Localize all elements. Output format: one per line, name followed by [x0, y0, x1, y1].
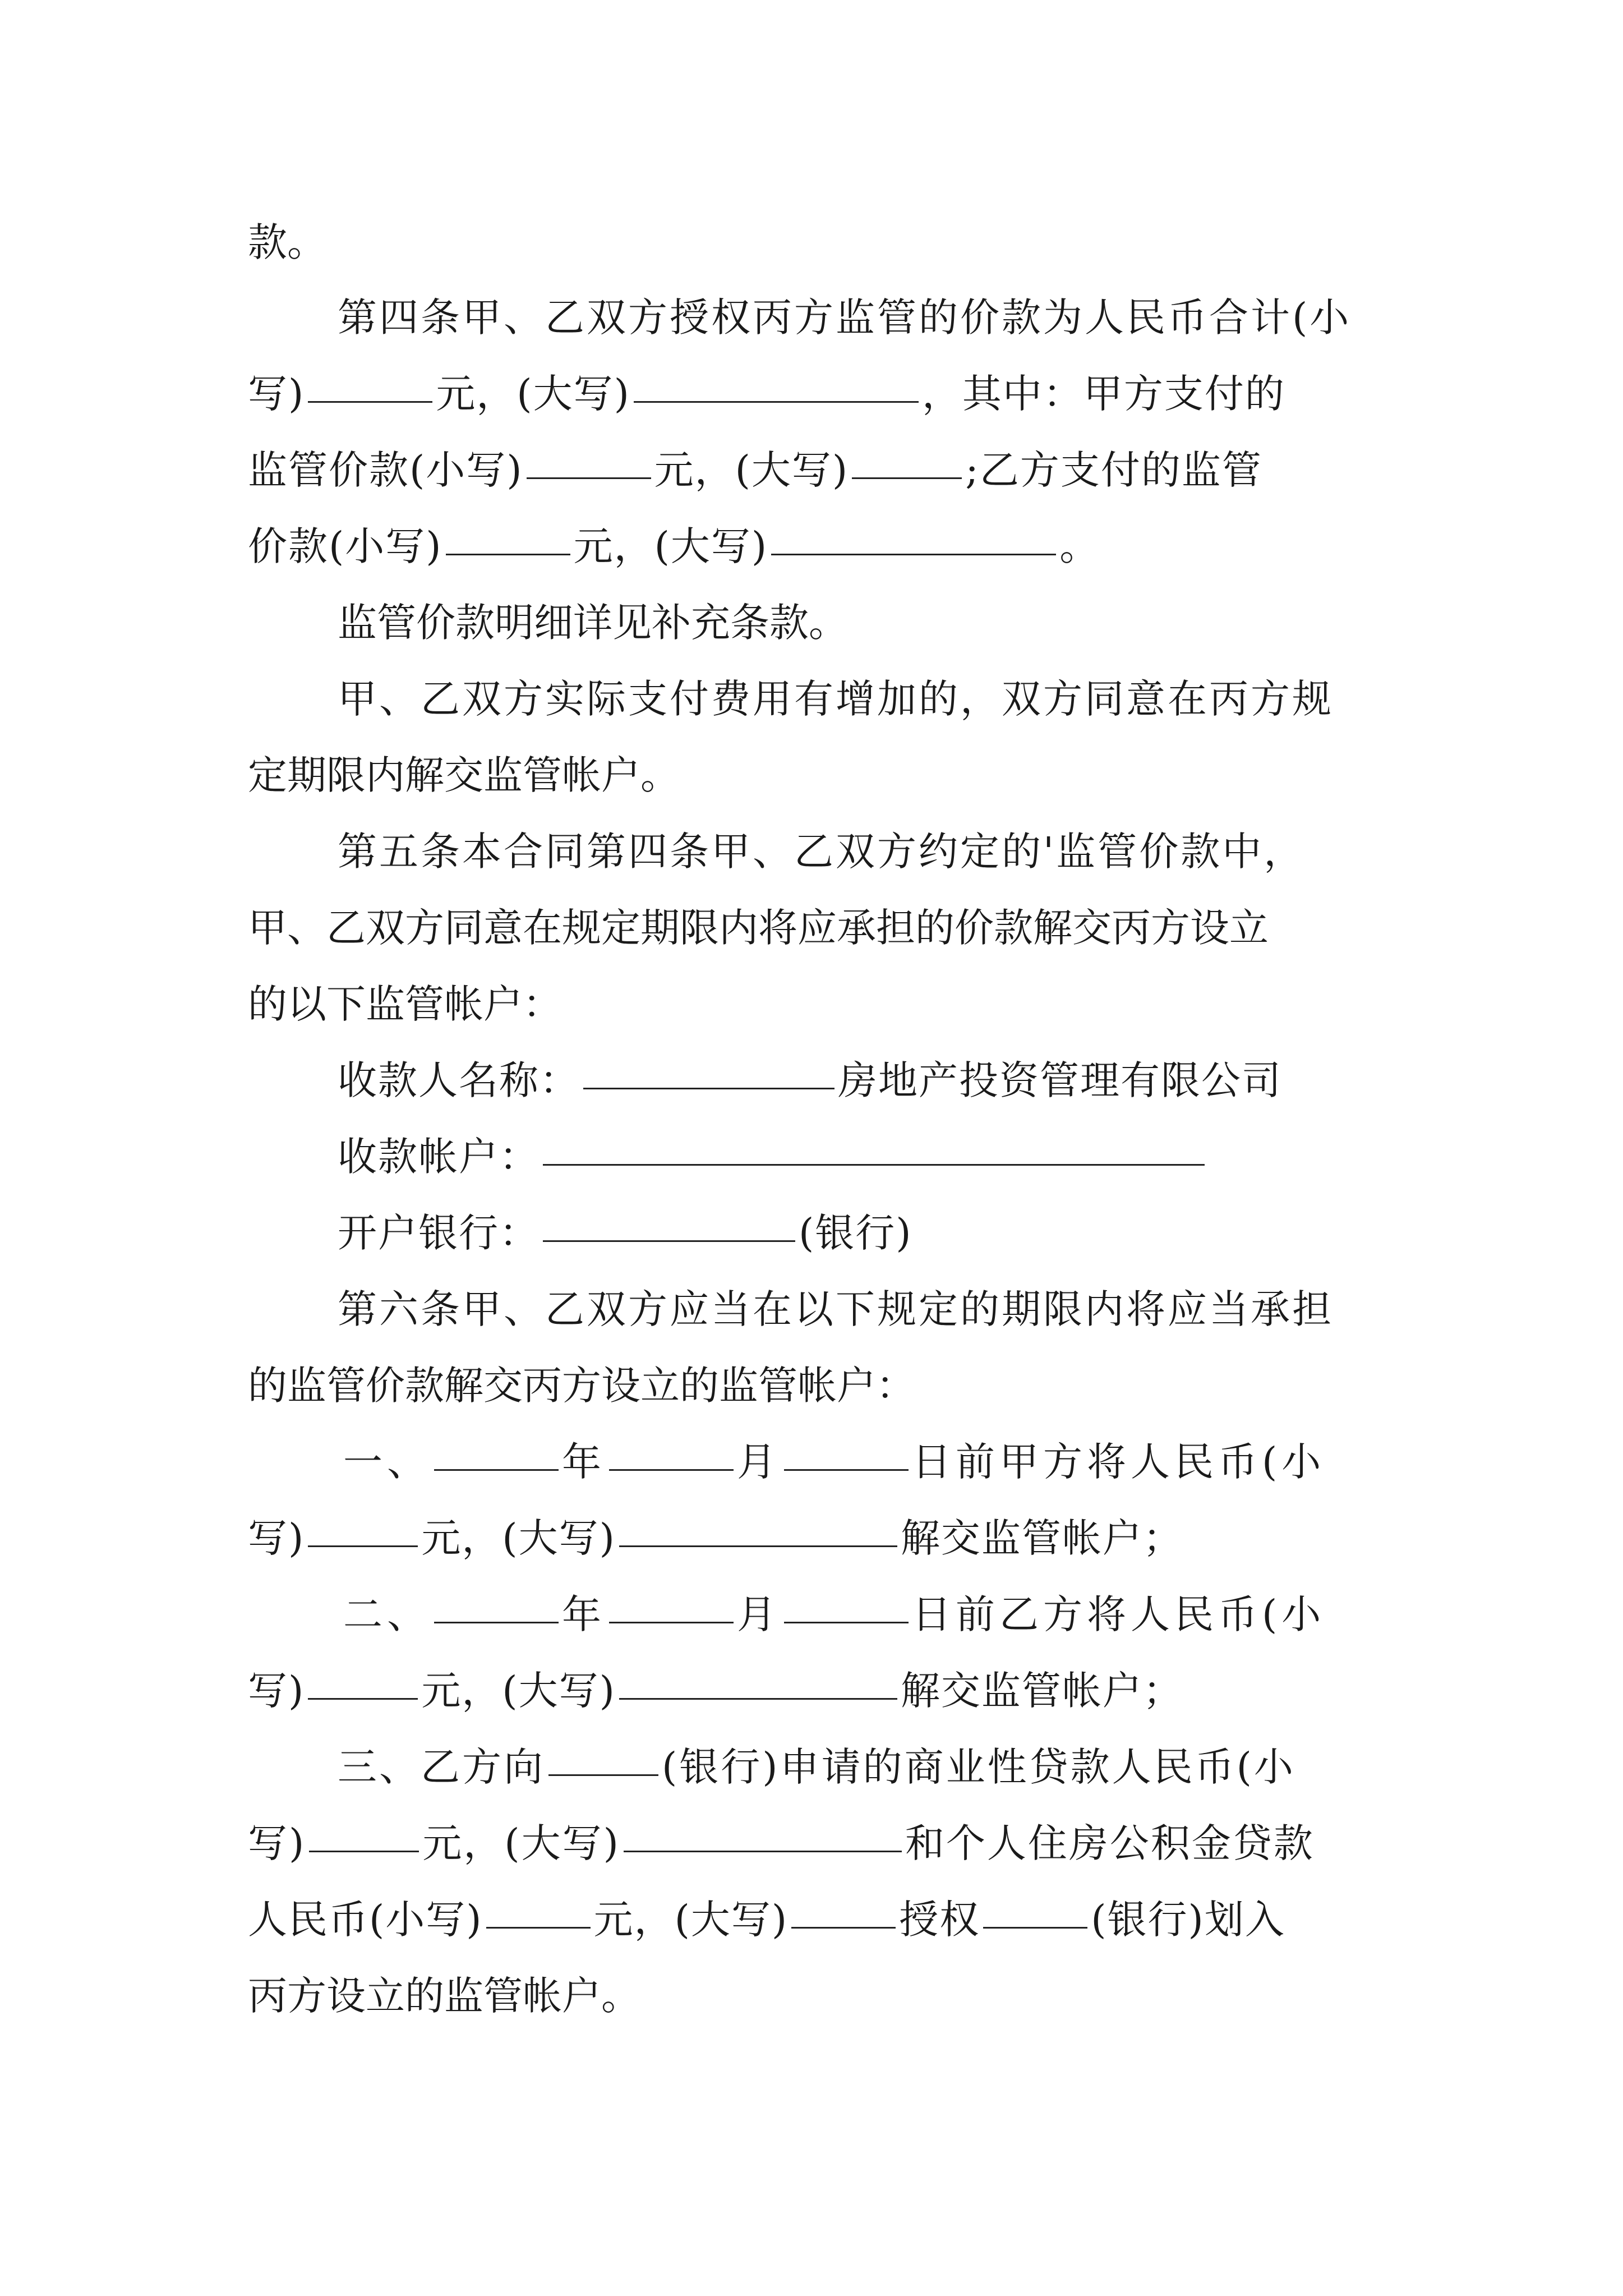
text-line — [248, 1815, 1315, 1871]
blank-field — [619, 1545, 897, 1547]
text-line — [338, 1205, 912, 1261]
text-line — [248, 366, 1285, 422]
text-segment: 日前甲方将人民币(小 — [912, 1439, 1326, 1485]
text-line — [338, 1052, 1282, 1108]
text-line — [338, 595, 848, 651]
text-line — [248, 1663, 1183, 1719]
text-line — [248, 1968, 640, 2024]
blank-field — [791, 1927, 896, 1929]
text-segment: 元，(大写) — [421, 1668, 616, 1714]
text-segment: 丙方设立的监管帐户。 — [248, 1973, 640, 2019]
text-segment: 元，(大写) — [573, 523, 768, 569]
text-segment: 写) — [248, 1668, 305, 1714]
text-segment: 写) — [248, 1515, 305, 1561]
text-segment: 第六条甲、乙双方应当在以下规定的期限内将应当承担 — [338, 1286, 1334, 1332]
text-segment: 定期限内解交监管帐户。 — [248, 752, 680, 798]
blank-field — [609, 1622, 734, 1623]
text-line — [338, 1739, 1295, 1795]
blank-field — [852, 477, 962, 479]
text-segment: 月 — [737, 1591, 781, 1637]
text-segment: 月 — [737, 1439, 781, 1485]
blank-field — [609, 1469, 734, 1471]
text-line — [248, 442, 1262, 498]
text-segment: 三、乙方向 — [338, 1744, 545, 1790]
blank-field — [434, 1469, 559, 1471]
text-line — [248, 1510, 1183, 1566]
text-line — [338, 1129, 1208, 1185]
text-segment: 元，(大写) — [593, 1897, 789, 1943]
text-segment: (银行)划入 — [1091, 1897, 1285, 1943]
text-segment: 一、 — [343, 1439, 431, 1485]
text-segment: 的监管价款解交丙方设立的监管帐户： — [248, 1363, 915, 1409]
text-line — [338, 289, 1351, 346]
text-segment: 二、 — [343, 1591, 431, 1637]
text-line — [248, 1358, 915, 1414]
blank-field — [308, 1698, 418, 1700]
text-segment: 解交监管帐户； — [900, 1668, 1183, 1714]
text-segment: 元，(大写) — [654, 447, 849, 493]
blank-field — [983, 1927, 1087, 1929]
blank-field — [784, 1622, 909, 1623]
text-segment: 元，(大写) — [436, 371, 630, 417]
text-line — [248, 1892, 1285, 1948]
text-segment: (银行) — [799, 1210, 912, 1256]
text-segment: 人民币(小写) — [248, 1897, 483, 1943]
blank-field — [583, 1088, 834, 1089]
text-segment: 开户银行： — [338, 1210, 540, 1256]
blank-field — [634, 401, 919, 403]
text-line — [343, 1586, 1325, 1642]
text-line — [248, 976, 562, 1032]
blank-field — [548, 1774, 658, 1776]
blank-field — [619, 1698, 897, 1700]
blank-field — [527, 477, 651, 479]
text-segment: 解交监管帐户； — [900, 1515, 1183, 1561]
text-segment: 写) — [248, 1820, 306, 1866]
text-line — [338, 1281, 1334, 1337]
blank-field — [784, 1469, 909, 1471]
blank-field — [624, 1851, 902, 1852]
text-segment: 。 — [1059, 523, 1100, 569]
blank-field — [486, 1927, 591, 1929]
text-segment: ;乙方支付的监管 — [965, 447, 1262, 493]
blank-field — [446, 554, 570, 555]
text-segment: 年 — [562, 1591, 606, 1637]
text-segment: 和个人住房公积金贷款 — [905, 1820, 1315, 1866]
text-segment: 监管价款明细详见补充条款。 — [338, 600, 848, 646]
text-segment: 价款(小写) — [248, 523, 442, 569]
text-segment: 年 — [562, 1439, 606, 1485]
blank-field — [771, 554, 1056, 555]
blank-field — [308, 1545, 418, 1547]
text-line — [248, 900, 1269, 956]
blank-field — [543, 1240, 795, 1242]
text-line — [338, 823, 1305, 880]
blank-field — [309, 1851, 419, 1852]
text-segment: 房地产投资管理有限公司 — [838, 1057, 1282, 1103]
text-segment: 的以下监管帐户： — [248, 981, 562, 1027]
text-segment: 日前乙方将人民币(小 — [912, 1591, 1326, 1637]
text-line — [248, 518, 1100, 574]
text-segment: 甲、乙双方同意在规定期限内将应承担的价款解交丙方设立 — [248, 905, 1269, 951]
text-segment: 款。 — [248, 219, 326, 265]
blank-field — [434, 1622, 559, 1623]
text-segment: 第四条甲、乙双方授权丙方监管的价款为人民币合计(小 — [338, 295, 1352, 341]
text-segment: 授权 — [899, 1897, 980, 1943]
text-segment: 元，(大写) — [421, 1515, 616, 1561]
text-segment: 写) — [248, 371, 305, 417]
text-segment: (银行)申请的商业性贷款人民币(小 — [662, 1744, 1295, 1790]
text-segment: 甲、乙双方实际支付费用有增加的，双方同意在丙方规 — [338, 676, 1334, 722]
text-segment: 监管价款(小写) — [248, 447, 523, 493]
blank-field — [308, 401, 432, 403]
text-line — [338, 671, 1334, 727]
blank-field — [543, 1164, 1205, 1166]
text-segment: 元，(大写) — [422, 1820, 620, 1866]
text-line — [343, 1434, 1325, 1490]
text-line — [248, 214, 326, 270]
text-line — [248, 747, 680, 803]
text-segment: 收款帐户： — [338, 1134, 540, 1180]
text-segment: 第五条本合同第四条甲、乙双方约定的'监管价款中， — [338, 829, 1306, 875]
text-segment: ，其中：甲方支付的 — [921, 371, 1285, 417]
text-segment: 收款人名称： — [338, 1057, 580, 1103]
